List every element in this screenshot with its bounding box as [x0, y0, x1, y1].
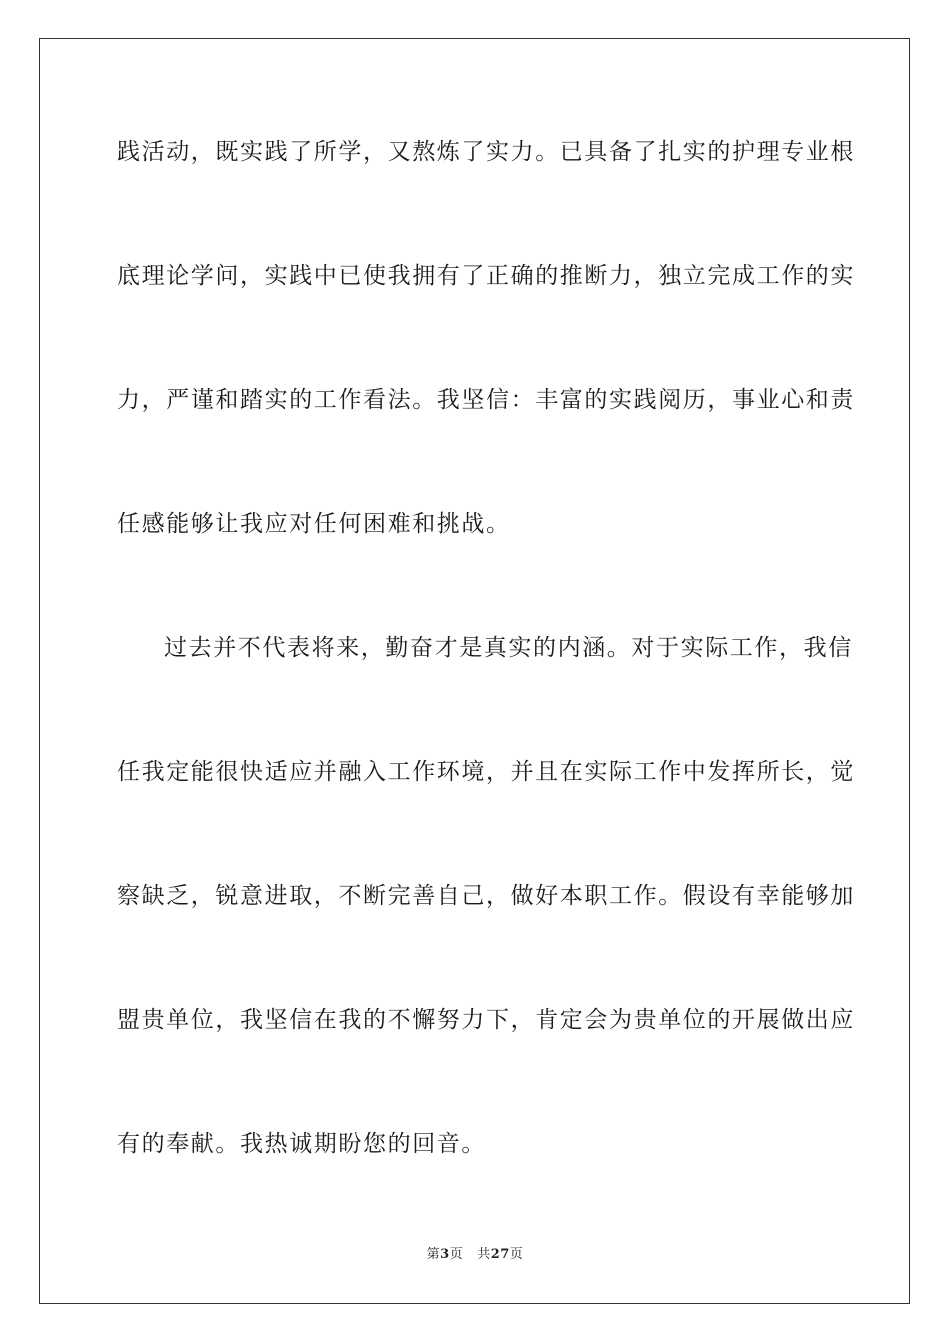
page-prefix: 第 [426, 1247, 441, 1262]
text-line-3: 力，严谨和踏实的工作看法。我坚信：丰富的实践阅历，事业心和责 [117, 387, 855, 413]
page-footer [0, 1247, 950, 1263]
total-suffix: 页 [509, 1247, 524, 1262]
text-line-8: 盟贵单位，我坚信在我的不懈努力下，肯定会为贵单位的开展做出应 [117, 1007, 855, 1033]
text-line-6: 任我定能很快适应并融入工作环境，并且在实际工作中发挥所长，觉 [117, 759, 855, 785]
text-line-5-paragraph-start: 过去并不代表将来，勤奋才是真实的内涵。对于实际工作，我信 [164, 635, 853, 661]
page-border [39, 38, 910, 1304]
current-page: 3 [440, 1247, 450, 1262]
text-line-9: 有的奉献。我热诚期盼您的回音。 [117, 1131, 486, 1157]
page-suffix: 页 [449, 1247, 464, 1262]
page-number [427, 1247, 464, 1262]
total-pages-count: 27 [490, 1247, 510, 1262]
total-pages [477, 1247, 523, 1262]
total-prefix: 共 [477, 1247, 491, 1262]
text-line-1: 践活动，既实践了所学，又熬炼了实力。已具备了扎实的护理专业根 [117, 139, 855, 165]
text-line-4: 任感能够让我应对任何困难和挑战。 [117, 511, 511, 537]
text-line-2: 底理论学问，实践中已使我拥有了正确的推断力，独立完成工作的实 [117, 263, 855, 289]
text-line-7: 察缺乏，锐意进取，不断完善自己，做好本职工作。假设有幸能够加 [117, 883, 855, 909]
